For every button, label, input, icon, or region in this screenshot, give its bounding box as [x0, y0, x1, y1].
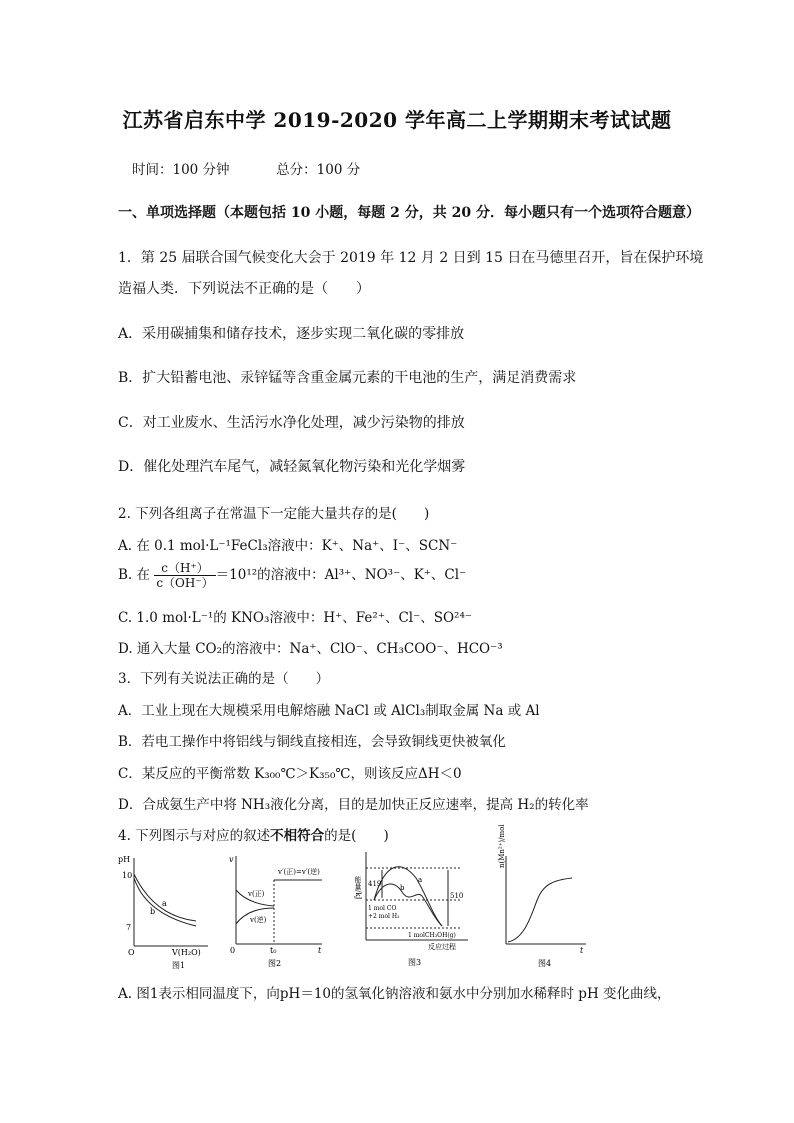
figure-1 — [116, 854, 216, 972]
q4-option-a: A. 图1表示相同温度下，向pH＝10的氢氧化钠溶液和氨水中分别加水稀释时 pH 变化曲线， — [118, 986, 671, 1002]
fig2-t0: t₀ — [270, 946, 277, 955]
q3-option-d: D．合成氨生产中将 NH₃液化分离，目的是加快正反应速率，提高 H₂的转化率 — [118, 797, 589, 813]
q1-stem-line2: 造福人类．下列说法不正确的是（ ） — [118, 281, 370, 297]
fig2-caption: 图2 — [268, 959, 282, 968]
q2-option-b-prefix: B. 在 — [118, 567, 151, 583]
fig2-origin: 0 — [230, 946, 236, 955]
section-heading: 一、单项选择题（本题包括 10 小题，每题 2 分，共 20 分．每小题只有一个选项符合题意） — [118, 205, 700, 221]
q1-stem-line1: 1．第 25 届联合国气候变化大会于 2019 年 12 月 2 日到 15 日在马德里召开，旨在保护环境 — [118, 250, 704, 266]
q4-stem — [118, 824, 389, 844]
fig1-xlabel: V(H₂O) — [172, 948, 201, 957]
fig4-curve — [508, 878, 572, 942]
q2-option-a: A. 在 0.1 mol·L⁻¹FeCl₃溶液中：K⁺、Na⁺、I⁻、SCN⁻ — [118, 538, 458, 554]
q2-option-b-numerator: c（H⁺） — [154, 561, 215, 576]
fig2-v-reverse: v(逆) — [250, 916, 267, 924]
fig4-t: t — [580, 946, 584, 955]
fig2-v-equal: v′(正)=v′(逆) — [278, 868, 320, 876]
q2-option-b-fraction — [154, 561, 215, 590]
q3-option-c: C．某反应的平衡常数 K₃₀₀℃＞K₃₅₀℃，则该反应ΔH＜0 — [118, 766, 462, 782]
fig2-ylabel: v — [229, 855, 234, 864]
exam-time: 时间：100 分钟 — [132, 162, 230, 178]
q1-option-b: B．扩大铅蓄电池、汞锌锰等含重金属元素的干电池的生产，满足消费需求 — [118, 370, 577, 386]
figure-2 — [226, 852, 336, 972]
exam-total: 总分：100 分 — [276, 162, 361, 178]
fig3-e2: 510 — [450, 892, 464, 900]
fig3-label-b: b — [400, 884, 405, 892]
q1-option-c: C．对工业废水、生活污水净化处理，减少污染物的排放 — [118, 415, 465, 431]
q2-option-b-denominator: c（OH⁻） — [156, 576, 214, 590]
fig3-reactant2: +2 mol H₂ — [368, 913, 400, 920]
fig2-v-forward: v(正) — [248, 890, 265, 898]
fig3-caption: 图3 — [408, 958, 422, 967]
q3-option-a: A．工业上现在大规模采用电解熔融 NaCl 或 AlCl₃制取金属 Na 或 Al — [118, 703, 540, 719]
fig1-label-a: a — [162, 899, 167, 908]
q2-option-b — [118, 561, 466, 590]
fig2-t: t — [318, 946, 322, 955]
fig3-e1: 419 — [368, 880, 382, 888]
fig1-label-b: b — [150, 907, 156, 916]
fig4-caption: 图4 — [538, 959, 552, 968]
figure-3 — [356, 848, 476, 972]
q3-option-b: B．若电工操作中将铝线与铜线直接相连，会导致铜线更快被氧化 — [118, 734, 506, 750]
fig1-origin: O — [128, 948, 135, 957]
q3-stem: 3．下列有关说法正确的是（ ） — [118, 671, 330, 687]
q2-stem: 2. 下列各组离子在常温下一定能大量共存的是( ) — [118, 506, 430, 522]
q4-stem-emphasis: 不相符合 — [270, 828, 325, 844]
q4-stem-suffix: 的是( ) — [324, 828, 389, 844]
fig3-product: 1 molCH₃OH(g) — [408, 932, 456, 939]
q2-option-b-suffix: ＝10¹²的溶液中：Al³⁺、NO³⁻、K⁺、Cl⁻ — [215, 567, 467, 583]
q1-option-d: D．催化处理汽车尾气，减轻氮氧化物污染和光化学烟雾 — [118, 459, 466, 475]
exam-meta — [132, 158, 360, 178]
fig3-ylabel: 能量/kJ — [354, 876, 362, 900]
fig4-ylabel: n(Mn²⁺)/mol — [498, 824, 506, 868]
fig1-ylabel: pH — [118, 855, 131, 864]
fig1-caption: 图1 — [172, 961, 186, 970]
fig1-ytick-top: 10 — [122, 871, 133, 880]
q2-option-c: C. 1.0 mol·L⁻¹的 KNO₃溶液中：H⁺、Fe²⁺、Cl⁻、SO²⁴⁻ — [118, 610, 472, 626]
q1-option-a: A．采用碳捕集和储存技术，逐步实现二氧化碳的零排放 — [118, 326, 465, 342]
fig3-reactant1: 1 mol CO — [368, 905, 397, 912]
figure-4 — [486, 824, 596, 972]
fig3-label-a: a — [418, 876, 423, 884]
fig3-xlabel: 反应过程 — [428, 943, 456, 951]
fig1-ytick-bottom: 7 — [126, 923, 132, 932]
page-title: 江苏省启东中学 2019-2020 学年高二上学期期末考试试题 — [122, 108, 672, 132]
q2-option-d: D. 通入大量 CO₂的溶液中：Na⁺、ClO⁻、CH₃COO⁻、HCO⁻³ — [118, 641, 503, 657]
q4-stem-prefix: 4. 下列图示与对应的叙述 — [118, 828, 271, 844]
